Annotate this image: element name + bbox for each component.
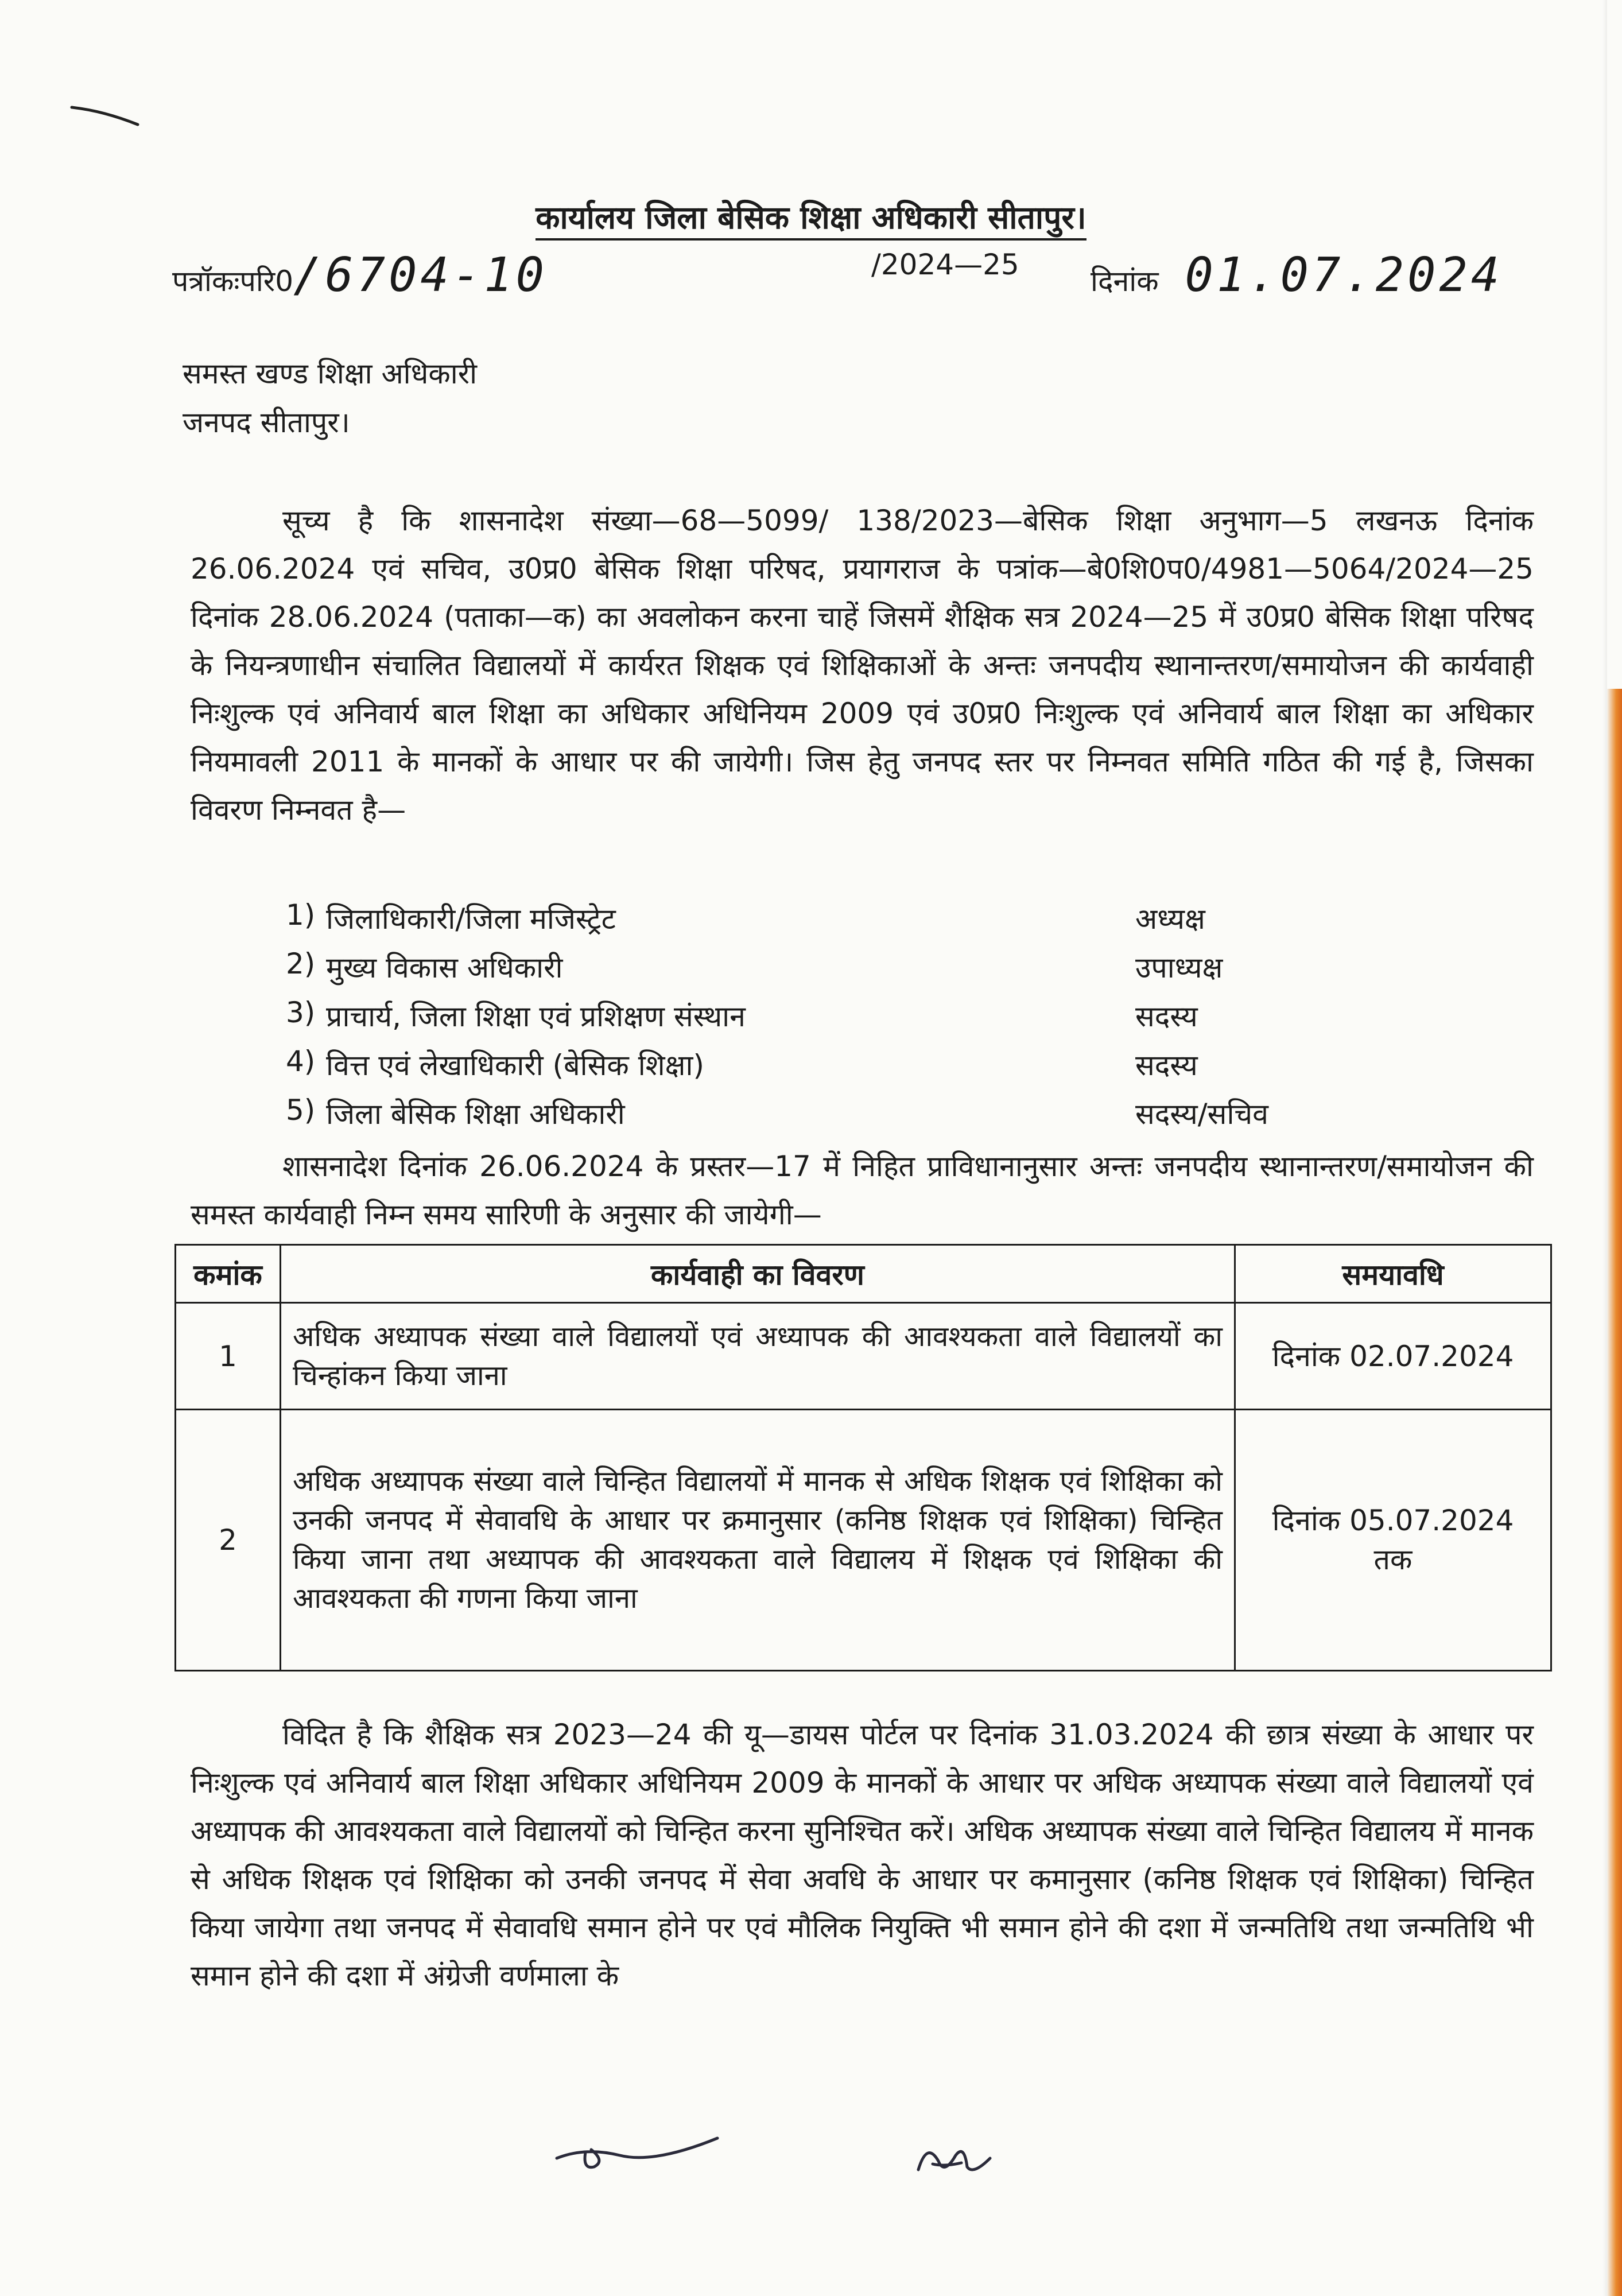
committee-item (286, 1045, 1262, 1093)
committee-item (286, 1093, 1268, 1142)
office-title: कार्यालय जिला बेसिक शिक्षा अधिकारी सीतापुर। (536, 199, 1086, 241)
committee-item-number: 4) (286, 1045, 316, 1078)
addressee-line-1: समस्त खण्ड शिक्षा अधिकारी (183, 357, 478, 390)
reference-prefix: पत्रॉकःपरि0 (172, 265, 294, 298)
closing-paragraph (191, 1711, 1534, 2000)
committee-item-role: उपाध्यक्ष (1135, 951, 1223, 984)
column-header-serial: कमांक (176, 1245, 281, 1303)
committee-item (286, 996, 1262, 1045)
committee-item (286, 947, 1262, 996)
committee-item-number: 3) (286, 996, 316, 1029)
initials-signature-2 (910, 2135, 1002, 2187)
committee-item-role: सदस्य (1135, 1049, 1198, 1082)
committee-item-name: जिला बेसिक शिक्षा अधिकारी (326, 1097, 625, 1131)
schedule-table (174, 1244, 1552, 1671)
row-serial: 1 (176, 1303, 281, 1410)
pen-stroke-mark (69, 100, 143, 129)
column-header-timeline: समयावधि (1235, 1245, 1551, 1303)
committee-item-number: 1) (286, 898, 316, 932)
handwritten-date: 01.07.2024 (1185, 248, 1503, 302)
row-timeline: दिनांक 05.07.2024 तक (1235, 1410, 1551, 1671)
committee-item-number: 5) (286, 1093, 316, 1127)
table-header-row (176, 1245, 1551, 1303)
page-edge-shadow (1602, 0, 1607, 2296)
committee-item-role: सदस्य/सचिव (1135, 1097, 1268, 1131)
intro-paragraph-text: सूच्य है कि शासनादेश संख्या—68—5099/ 138/2023—बेसिक शिक्षा अनुभाग—5 लखनऊ दिनांक 26.06.2024 एवं सचिव, उ0प्र0 बेसिक शिक्षा परिषद, प्रयागराज के पत्रांक—बे0शि0प0/4981—5064/2024—25 दिनांक 28.06.2024 (पताका—क) का अवलोकन करना चाहें जिसमें शैक्षिक सत्र 2024—25 में उ0प्र0 बेसिक शिक्षा परिषद के नियन्त्रणाधीन संचालित विद्यालयों में कार्यरत शिक्षक एवं शिक्षिकाओं के अन्तः जनपदीय स्थानान्तरण/समायोजन की कार्यवाही निःशुल्क एवं अनिवार्य बाल शिक्षा का अधिकार अधिनियम 2009 एवं उ0प्र0 निःशुल्क एवं अनिवार्य बाल शिक्षा का अधिकार नियमावली 2011 के मानकों के आधार पर की जायेगी। जिस हेतु जनपद स्तर पर निम्नवत समिति गठित की गई है, जिसका विवरण निम्नवत है— (191, 504, 1534, 827)
committee-item-name: वित्त एवं लेखाधिकारी (बेसिक शिक्षा) (326, 1049, 704, 1082)
table-row (176, 1303, 1551, 1410)
committee-item-number: 2) (286, 947, 316, 980)
intro-paragraph (191, 497, 1534, 834)
closing-paragraph-text: विदित है कि शैक्षिक सत्र 2023—24 की यू—डायस पोर्टल पर दिनांक 31.03.2024 की छात्र संख्या के आधार पर निःशुल्क एवं अनिवार्य बाल शिक्षा अधिकार अधिनियम 2009 के मानकों के आधार पर अधिक अध्यापक संख्या वाले विद्यालयों एवं अध्यापक की आवश्यकता वाले विद्यालयों को चिन्हित करना सुनिश्चित करें। अधिक अध्यापक संख्या वाले चिन्हित विद्यालय में मानक से अधिक शिक्षक एवं शिक्षिका को उनकी जनपद में सेवा अवधि के आधार पर कमानुसार (कनिष्ठ शिक्षक एवं शिक्षिका) चिन्हित किया जायेगा तथा जनपद में सेवावधि समान होने पर एवं मौलिक नियुक्ति भी समान होने की दशा में जन्मतिथि तथा जन्मतिथि भी समान होने की दशा में अंग्रेजी वर्णमाला के (191, 1718, 1534, 1992)
column-header-description: कार्यवाही का विवरण (281, 1245, 1235, 1303)
committee-item (286, 898, 1262, 947)
reference-session: /2024—25 (871, 248, 1019, 281)
committee-item-name: प्राचार्य, जिला शिक्षा एवं प्रशिक्षण संस्थान (326, 1000, 746, 1033)
committee-item-role: सदस्य (1135, 1000, 1198, 1033)
table-row (176, 1410, 1551, 1671)
row-serial: 2 (176, 1410, 281, 1671)
handwritten-letter-number: /6704-10 (293, 248, 548, 302)
committee-item-role: अध्यक्ष (1135, 902, 1205, 936)
initials-signature-1 (551, 2127, 723, 2178)
row-timeline: दिनांक 02.07.2024 (1235, 1303, 1551, 1410)
row-description: अधिक अध्यापक संख्या वाले चिन्हित विद्यालयों में मानक से अधिक शिक्षक एवं शिक्षिका को उनकी जनपद में सेवावधि के आधार पर क्रमानुसार (कनिष्ठ शिक्षक एवं शिक्षिका) चिन्हित किया जाना तथा अध्यापक की आवश्यकता वाले विद्यालय में शिक्षक एवं शिक्षिका की आवश्यकता की गणना किया जाना (281, 1410, 1235, 1671)
page-edge-background (1607, 689, 1622, 2296)
date-label: दिनांक (1091, 265, 1159, 298)
row-description: अधिक अध्यापक संख्या वाले विद्यालयों एवं अध्यापक की आवश्यकता वाले विद्यालयों का चिन्हांकन किया जाना (281, 1303, 1235, 1410)
reference-date (1091, 248, 1503, 302)
schedule-intro-text: शासनादेश दिनांक 26.06.2024 के प्रस्तर—17 में निहित प्राविधानानुसार अन्तः जनपदीय स्थानान्तरण/समायोजन की समस्त कार्यवाही निम्न समय सारिणी के अनुसार की जायेगी— (191, 1150, 1534, 1231)
addressee-line-2: जनपद सीतापुर। (183, 406, 350, 439)
committee-item-name: मुख्य विकास अधिकारी (326, 951, 563, 984)
letter-reference (172, 248, 548, 302)
office-heading (0, 195, 1622, 238)
committee-item-name: जिलाधिकारी/जिला मजिस्ट्रेट (326, 902, 616, 936)
schedule-intro-paragraph (191, 1142, 1534, 1239)
